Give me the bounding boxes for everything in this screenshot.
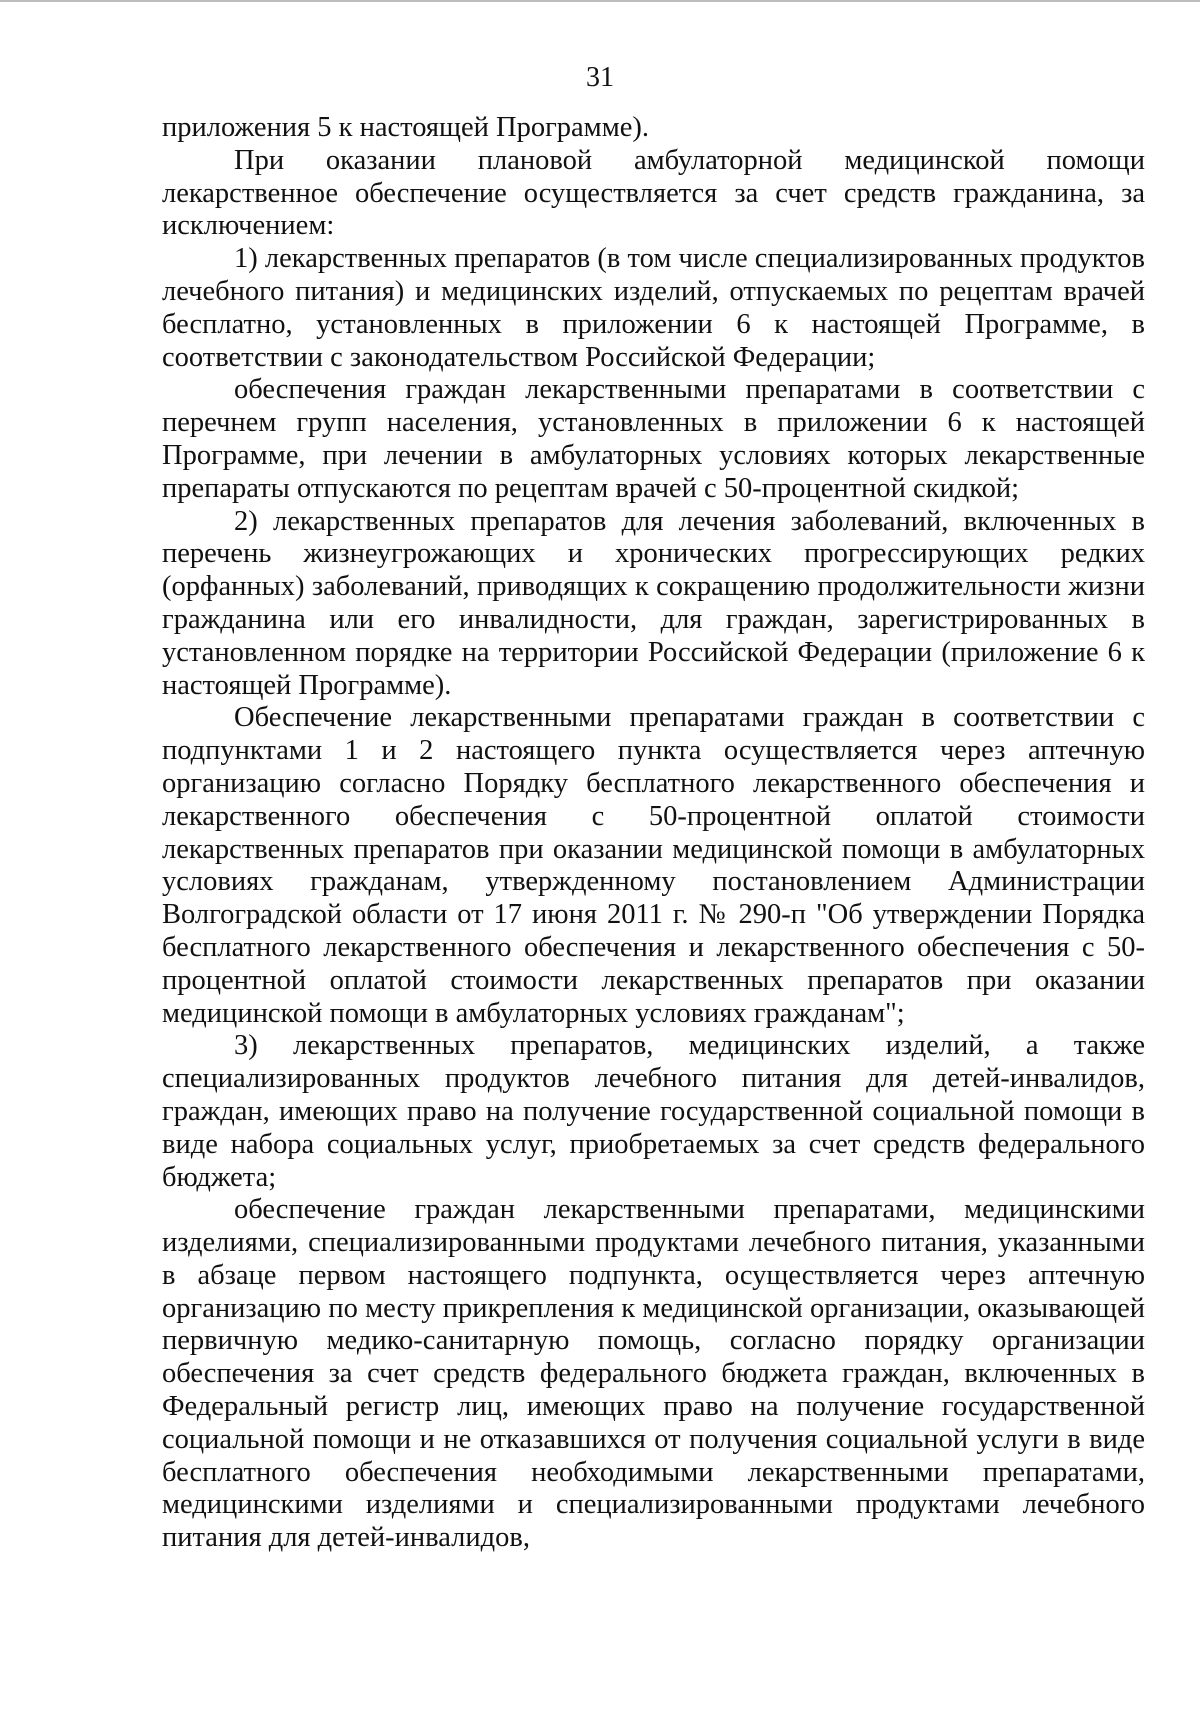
paragraph-item-3: 3) лекарственных препаратов, медицинских изделий, а также специализированных продуктов лечебного питания для детей-инвалидов, граждан, имеющих право на получение государственной социальной помощи в виде набора социальных услуг, приобретаемых за счет средств федерального бюджета; (162, 1030, 1145, 1193)
paragraph-continuation: приложения 5 к настоящей Программе). (162, 112, 649, 143)
page-number: 31 (586, 62, 614, 93)
paragraph-discount-provision: обеспечения граждан лекарственными препаратами в соответствии с перечнем групп населения, установленных в приложении 6 к настоящей Программе, при лечении в амбулаторных условиях которых лекарственные препараты отпускаются по рецептам врачей с 50-процентной скидкой; (162, 374, 1145, 504)
document-body (162, 112, 1145, 1555)
paragraph-federal-provision: обеспечение граждан лекарственными препаратами, медицинскими изделиями, специализированными продуктами лечебного питания, указанными в абзаце первом настоящего подпункта, осуществляется через аптечную организацию по месту прикрепления к медицинской организации, оказывающей первичную медико-санитарную помощь, согласно порядку организации обеспечения за счет средств федерального бюджета граждан, включенных в Федеральный регистр лиц, имеющих право на получение государственной социальной помощи и не отказавшихся от получения социальной услуги в виде бесплатного обеспечения необходимыми лекарственными препаратами, медицинскими изделиями и специализированными продуктами лечебного питания для детей-инвалидов, (162, 1194, 1145, 1554)
paragraph-item-1: 1) лекарственных препаратов (в том числе специализированных продуктов лечебного питания) и медицинских изделий, отпускаемых по рецептам врачей бесплатно, установленных в приложении 6 к настоящей Программе, в соответствии с законодательством Российской Федерации; (162, 243, 1145, 373)
paragraph-provision-procedure: Обеспечение лекарственными препаратами граждан в соответствии с подпунктами 1 и 2 настоящего пункта осуществляется через аптечную организацию согласно Порядку бесплатного лекарственного обеспечения и лекарственного обеспечения с 50-процентной оплатой стоимости лекарственных препаратов при оказании медицинской помощи в амбулаторных условиях гражданам, утвержденному постановлением Администрации Волгоградской области от 17 июня 2011 г. № 290-п "Об утверждении Порядка бесплатного лекарственного обеспечения и лекарственного обеспечения с 50-процентной оплатой стоимости лекарственных препаратов при оказании медицинской помощи в амбулаторных условиях гражданам"; (162, 702, 1145, 1029)
paragraph-item-2: 2) лекарственных препаратов для лечения заболеваний, включенных в перечень жизнеугрожающих и хронических прогрессирующих редких (орфанных) заболеваний, приводящих к сокращению продолжительности жизни гражданина или его инвалидности, для граждан, зарегистрированных в установленном порядке на территории Российской Федерации (приложение 6 к настоящей Программе). (162, 505, 1145, 701)
paragraph-drug-provision-intro: При оказании плановой амбулаторной медицинской помощи лекарственное обеспечение осуществляется за счет средств гражданина, за исключением: (162, 144, 1145, 242)
